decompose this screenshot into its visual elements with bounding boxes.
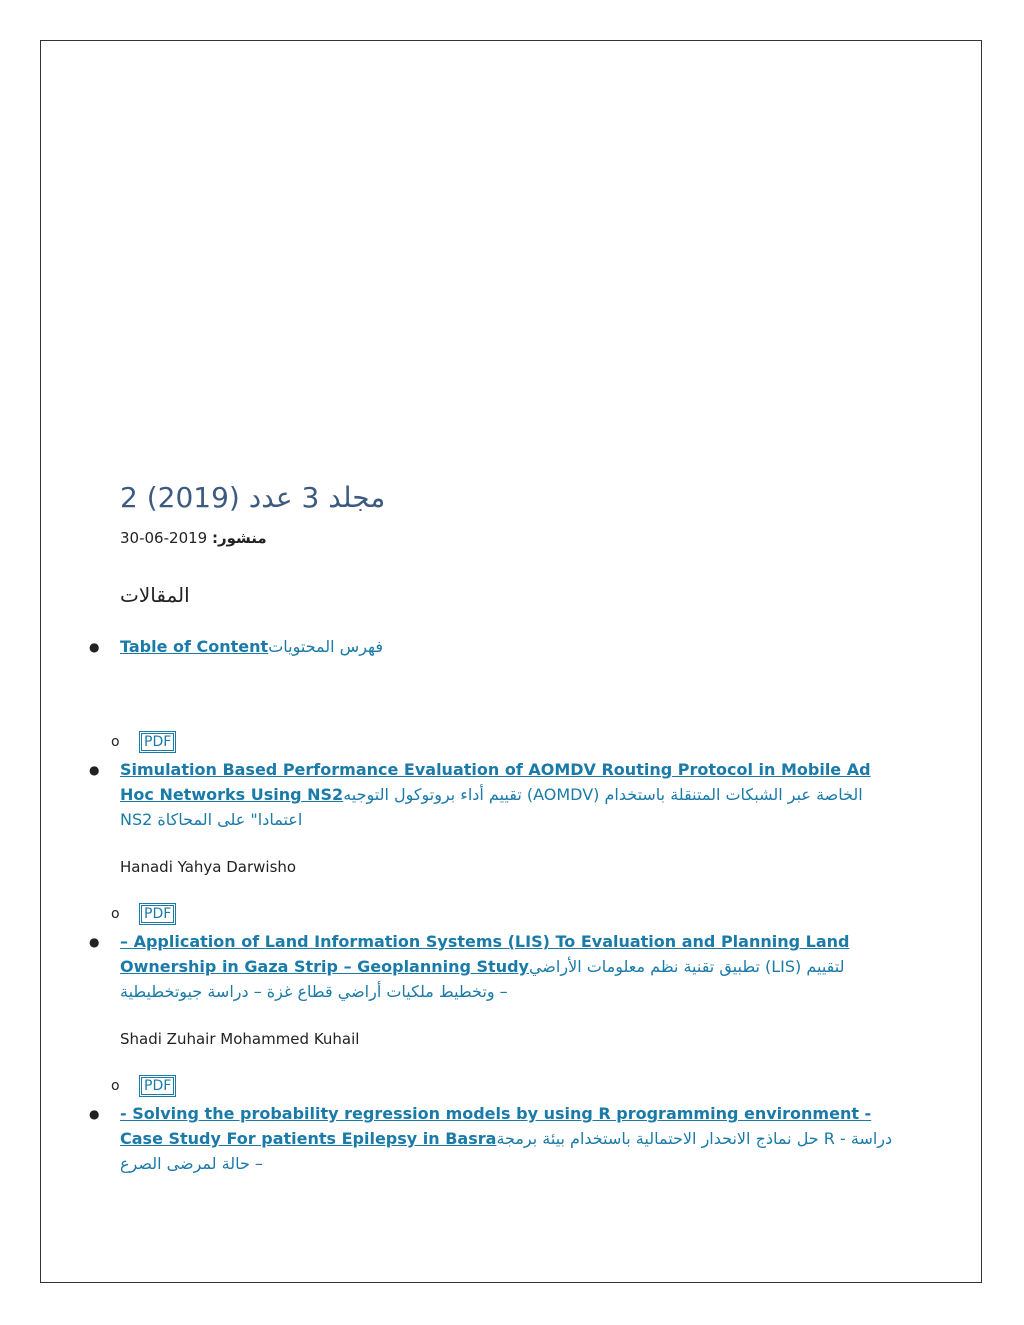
article-author: Shadi Zuhair Mohammed Kuhail (120, 1030, 360, 1048)
article-title-en[interactable]: Simulation Based Performance Evaluation of AOMDV Routing Protocol in Mobile Ad Hoc Networks Using NS2 (120, 760, 871, 804)
sub-bullet-icon: o (111, 1078, 120, 1094)
sub-bullet-icon: o (111, 906, 120, 922)
bullet-icon: ● (89, 935, 100, 949)
article-title-link[interactable] (120, 929, 900, 1004)
article-title-ar[interactable]: حل نماذج الانحدار الاحتمالية باستخدام بيئة برمجة R - دراسة حالة لمرضى الصرع – (120, 1129, 893, 1173)
article-title-en[interactable]: - Solving the probability regression models by using R programming environment - Case Study For patients Epilepsy in Basra (120, 1104, 872, 1148)
article-title-ar[interactable]: فهرس المحتويات (268, 637, 384, 656)
pdf-button[interactable]: PDF (139, 903, 176, 925)
article-title-ar[interactable]: تقييم أداء بروتوكول التوجيه (AOMDV) الخاصة عبر الشبكات المتنقلة باستخدام NS2 اعتمادا" على المحاكاة (120, 785, 863, 829)
page-frame (40, 40, 982, 1283)
article-title-ar[interactable]: تطبيق تقنية نظم معلومات الأراضي (LIS) لتقييم وتخطيط ملكيات أراضي قطاع غزة – دراسة جيوتخطيطية – (120, 957, 845, 1001)
published-line (120, 529, 267, 547)
sub-bullet-icon: o (111, 734, 120, 750)
bullet-icon: ● (89, 1107, 100, 1121)
article-title-en[interactable]: – Application of Land Information Systems (LIS) To Evaluation and Planning Land Ownership in Gaza Strip – Geoplanning Study (120, 932, 850, 976)
article-title-link[interactable] (120, 634, 900, 659)
issue-title: 2 مجلد 3 عدد (2019) (120, 480, 386, 514)
article-title-link[interactable] (120, 757, 900, 832)
pdf-button[interactable]: PDF (139, 731, 176, 753)
bullet-icon: ● (89, 763, 100, 777)
article-title-en[interactable]: Table of Content (120, 637, 269, 656)
published-date: 2019-06-30 (120, 529, 208, 547)
article-author: Hanadi Yahya Darwisho (120, 858, 297, 876)
bullet-icon: ● (89, 640, 100, 654)
pdf-button[interactable]: PDF (139, 1075, 176, 1097)
articles-heading: المقالات (120, 583, 190, 607)
article-title-link[interactable] (120, 1101, 900, 1176)
published-label: منشور: (212, 529, 267, 547)
